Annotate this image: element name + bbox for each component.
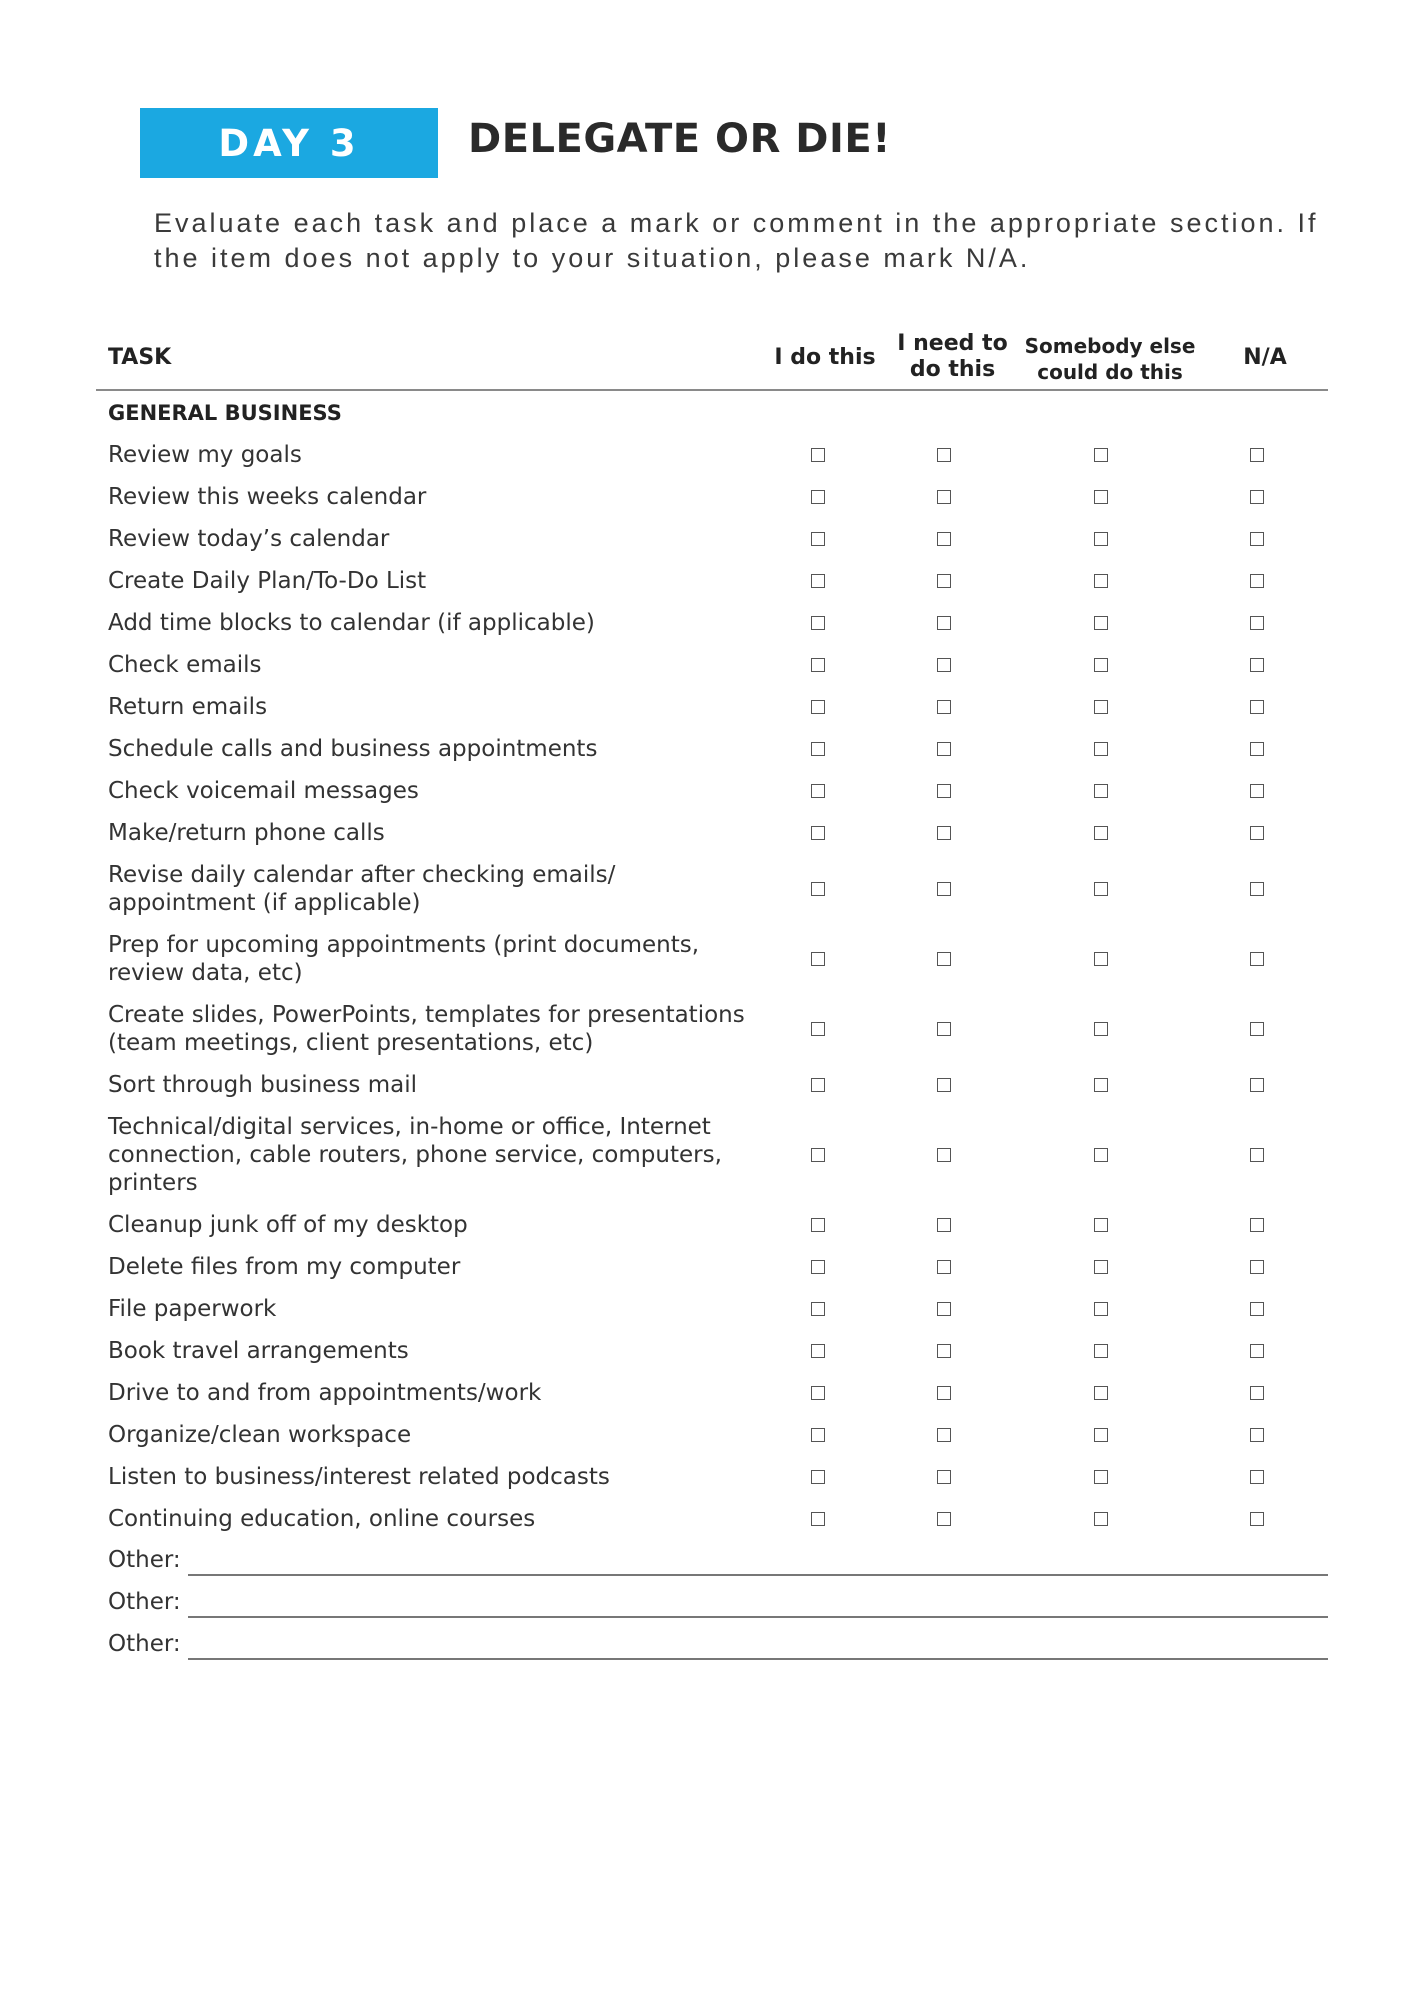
checkbox-i-do-this[interactable] (811, 1218, 825, 1232)
checkbox-i-need-to[interactable] (937, 784, 951, 798)
checkbox-i-need-to[interactable] (937, 616, 951, 630)
task-label: Drive to and from appointments/work (108, 1380, 542, 1406)
task-row (0, 1505, 1414, 1547)
task-label: Book travel arrangements (108, 1338, 409, 1364)
checkbox-i-do-this[interactable] (811, 1344, 825, 1358)
task-row (0, 1421, 1414, 1463)
checkbox-i-need-to[interactable] (937, 1344, 951, 1358)
task-row (0, 931, 1414, 1001)
task-label: Review today’s calendar (108, 526, 390, 552)
checkbox-i-need-to[interactable] (937, 952, 951, 966)
checkbox-i-need-to[interactable] (937, 1218, 951, 1232)
column-header-task: TASK (108, 345, 172, 370)
task-label: Create Daily Plan/To-Do List (108, 568, 427, 594)
section-title: GENERAL BUSINESS (108, 401, 342, 425)
checkbox-na[interactable] (1250, 1218, 1264, 1232)
task-row (0, 1113, 1414, 1211)
checkbox-i-do-this[interactable] (811, 532, 825, 546)
checkbox-i-do-this[interactable] (811, 1512, 825, 1526)
checkbox-na[interactable] (1250, 700, 1264, 714)
checkbox-somebody-else[interactable] (1094, 1260, 1108, 1274)
task-row (0, 861, 1414, 931)
task-label: File paperwork (108, 1296, 277, 1322)
checkbox-i-need-to[interactable] (937, 532, 951, 546)
checkbox-somebody-else[interactable] (1094, 574, 1108, 588)
checkbox-i-need-to[interactable] (937, 1386, 951, 1400)
checkbox-somebody-else[interactable] (1094, 1148, 1108, 1162)
task-row (0, 567, 1414, 609)
checkbox-na[interactable] (1250, 1428, 1264, 1442)
checkbox-na[interactable] (1250, 1386, 1264, 1400)
checkbox-somebody-else[interactable] (1094, 1386, 1108, 1400)
task-row (0, 1253, 1414, 1295)
task-row (0, 609, 1414, 651)
task-row (0, 1071, 1414, 1113)
task-row (0, 525, 1414, 567)
checkbox-i-do-this[interactable] (811, 1386, 825, 1400)
checkbox-i-do-this[interactable] (811, 490, 825, 504)
header-divider (96, 389, 1328, 391)
task-label: Review this weeks calendar (108, 484, 427, 510)
checkbox-somebody-else[interactable] (1094, 826, 1108, 840)
other-write-line[interactable] (188, 1574, 1328, 1576)
task-label: Schedule calls and business appointments (108, 736, 598, 762)
other-entry[interactable] (108, 1631, 1328, 1661)
other-write-line[interactable] (188, 1616, 1328, 1618)
task-label: Make/return phone calls (108, 820, 385, 846)
checkbox-somebody-else[interactable] (1094, 1512, 1108, 1526)
checkbox-na[interactable] (1250, 1148, 1264, 1162)
checkbox-somebody-else[interactable] (1094, 1022, 1108, 1036)
checkbox-i-do-this[interactable] (811, 1428, 825, 1442)
checkbox-na[interactable] (1250, 490, 1264, 504)
checkbox-na[interactable] (1250, 616, 1264, 630)
checkbox-somebody-else[interactable] (1094, 532, 1108, 546)
instructions: Evaluate each task and place a mark or comment in the appropriate section. If the item does not apply to your situation, please mark N/A. (154, 208, 1319, 273)
checkbox-somebody-else[interactable] (1094, 616, 1108, 630)
task-label: Technical/digital services, in-home or office, Internet connection, cable routers, phone service, computers, printers (108, 1114, 722, 1196)
task-row (0, 735, 1414, 777)
checkbox-na[interactable] (1250, 1260, 1264, 1274)
checkbox-i-do-this[interactable] (811, 1302, 825, 1316)
column-header-somebody-else: Somebody else could do this (1024, 334, 1196, 384)
checkbox-somebody-else[interactable] (1094, 1078, 1108, 1092)
checkbox-na[interactable] (1250, 1470, 1264, 1484)
checkbox-i-need-to[interactable] (937, 448, 951, 462)
checkbox-na[interactable] (1250, 742, 1264, 756)
task-label: Organize/clean workspace (108, 1422, 412, 1448)
checkbox-na[interactable] (1250, 658, 1264, 672)
checkbox-i-do-this[interactable] (811, 1148, 825, 1162)
checkbox-na[interactable] (1250, 1302, 1264, 1316)
task-label: Prep for upcoming appointments (print documents, review data, etc) (108, 932, 700, 986)
checkbox-i-need-to[interactable] (937, 826, 951, 840)
checkbox-i-do-this[interactable] (811, 616, 825, 630)
checkbox-i-need-to[interactable] (937, 1470, 951, 1484)
other-entry[interactable] (108, 1589, 1328, 1619)
task-label: Create slides, PowerPoints, templates for presentations (team meetings, client presentations, etc) (108, 1002, 745, 1056)
checkbox-i-need-to[interactable] (937, 1260, 951, 1274)
task-row (0, 1001, 1414, 1071)
checkbox-i-need-to[interactable] (937, 1512, 951, 1526)
checkbox-somebody-else[interactable] (1094, 1218, 1108, 1232)
column-header-i-do-this: I do this (774, 345, 876, 370)
task-label: Cleanup junk off of my desktop (108, 1212, 468, 1238)
checkbox-i-do-this[interactable] (811, 1260, 825, 1274)
checkbox-i-do-this[interactable] (811, 574, 825, 588)
task-label: Add time blocks to calendar (if applicable) (108, 610, 595, 636)
task-row (0, 1463, 1414, 1505)
checkbox-i-need-to[interactable] (937, 700, 951, 714)
checkbox-i-do-this[interactable] (811, 700, 825, 714)
task-label: Revise daily calendar after checking emails/ appointment (if applicable) (108, 862, 616, 916)
checkbox-i-do-this[interactable] (811, 448, 825, 462)
checkbox-i-do-this[interactable] (811, 952, 825, 966)
checkbox-na[interactable] (1250, 1344, 1264, 1358)
checkbox-na[interactable] (1250, 1078, 1264, 1092)
task-row (0, 483, 1414, 525)
checkbox-i-need-to[interactable] (937, 658, 951, 672)
column-header-i-need-to: I need to do this (897, 331, 1008, 382)
task-label: Delete files from my computer (108, 1254, 461, 1280)
checkbox-na[interactable] (1250, 784, 1264, 798)
checkbox-na[interactable] (1250, 574, 1264, 588)
other-label: Other: (108, 1547, 181, 1573)
task-row (0, 1337, 1414, 1379)
checkbox-somebody-else[interactable] (1094, 742, 1108, 756)
task-label: Check voicemail messages (108, 778, 419, 804)
task-row (0, 693, 1414, 735)
checkbox-na[interactable] (1250, 532, 1264, 546)
checkbox-somebody-else[interactable] (1094, 952, 1108, 966)
checkbox-na[interactable] (1250, 1512, 1264, 1526)
task-row (0, 1379, 1414, 1421)
column-header-na: N/A (1243, 345, 1287, 370)
checkbox-na[interactable] (1250, 826, 1264, 840)
other-write-line[interactable] (188, 1658, 1328, 1660)
task-row (0, 1295, 1414, 1337)
checkbox-somebody-else[interactable] (1094, 882, 1108, 896)
task-label: Check emails (108, 652, 262, 678)
checkbox-i-need-to[interactable] (937, 882, 951, 896)
task-label: Review my goals (108, 442, 302, 468)
checkbox-somebody-else[interactable] (1094, 784, 1108, 798)
task-label: Sort through business mail (108, 1072, 417, 1098)
checkbox-i-need-to[interactable] (937, 1022, 951, 1036)
checkbox-somebody-else[interactable] (1094, 1428, 1108, 1442)
checkbox-somebody-else[interactable] (1094, 1302, 1108, 1316)
checkbox-i-do-this[interactable] (811, 1022, 825, 1036)
task-row (0, 441, 1414, 483)
checkbox-i-need-to[interactable] (937, 1302, 951, 1316)
task-label: Listen to business/interest related podcasts (108, 1464, 610, 1490)
task-row (0, 819, 1414, 861)
checkbox-na[interactable] (1250, 882, 1264, 896)
task-row (0, 651, 1414, 693)
checkbox-i-need-to[interactable] (937, 742, 951, 756)
checkbox-i-need-to[interactable] (937, 574, 951, 588)
checkbox-somebody-else[interactable] (1094, 1344, 1108, 1358)
task-label: Continuing education, online courses (108, 1506, 536, 1532)
checkbox-i-need-to[interactable] (937, 1148, 951, 1162)
checkbox-i-do-this[interactable] (811, 658, 825, 672)
checkbox-i-do-this[interactable] (811, 826, 825, 840)
task-row (0, 1211, 1414, 1253)
page-title: DELEGATE OR DIE! (468, 116, 891, 162)
checkbox-i-do-this[interactable] (811, 1470, 825, 1484)
checkbox-somebody-else[interactable] (1094, 700, 1108, 714)
checkbox-somebody-else[interactable] (1094, 448, 1108, 462)
checkbox-somebody-else[interactable] (1094, 658, 1108, 672)
checkbox-i-need-to[interactable] (937, 1428, 951, 1442)
other-entry[interactable] (108, 1547, 1328, 1577)
checkbox-na[interactable] (1250, 448, 1264, 462)
checkbox-i-do-this[interactable] (811, 1078, 825, 1092)
other-label: Other: (108, 1589, 181, 1615)
checkbox-i-do-this[interactable] (811, 784, 825, 798)
checkbox-na[interactable] (1250, 952, 1264, 966)
checkbox-somebody-else[interactable] (1094, 490, 1108, 504)
task-label: Return emails (108, 694, 268, 720)
checkbox-i-need-to[interactable] (937, 490, 951, 504)
checkbox-i-need-to[interactable] (937, 1078, 951, 1092)
checkbox-i-do-this[interactable] (811, 742, 825, 756)
task-row (0, 777, 1414, 819)
day-badge: DAY 3 (140, 108, 438, 178)
checkbox-somebody-else[interactable] (1094, 1470, 1108, 1484)
checkbox-i-do-this[interactable] (811, 882, 825, 896)
checkbox-na[interactable] (1250, 1022, 1264, 1036)
other-label: Other: (108, 1631, 181, 1657)
